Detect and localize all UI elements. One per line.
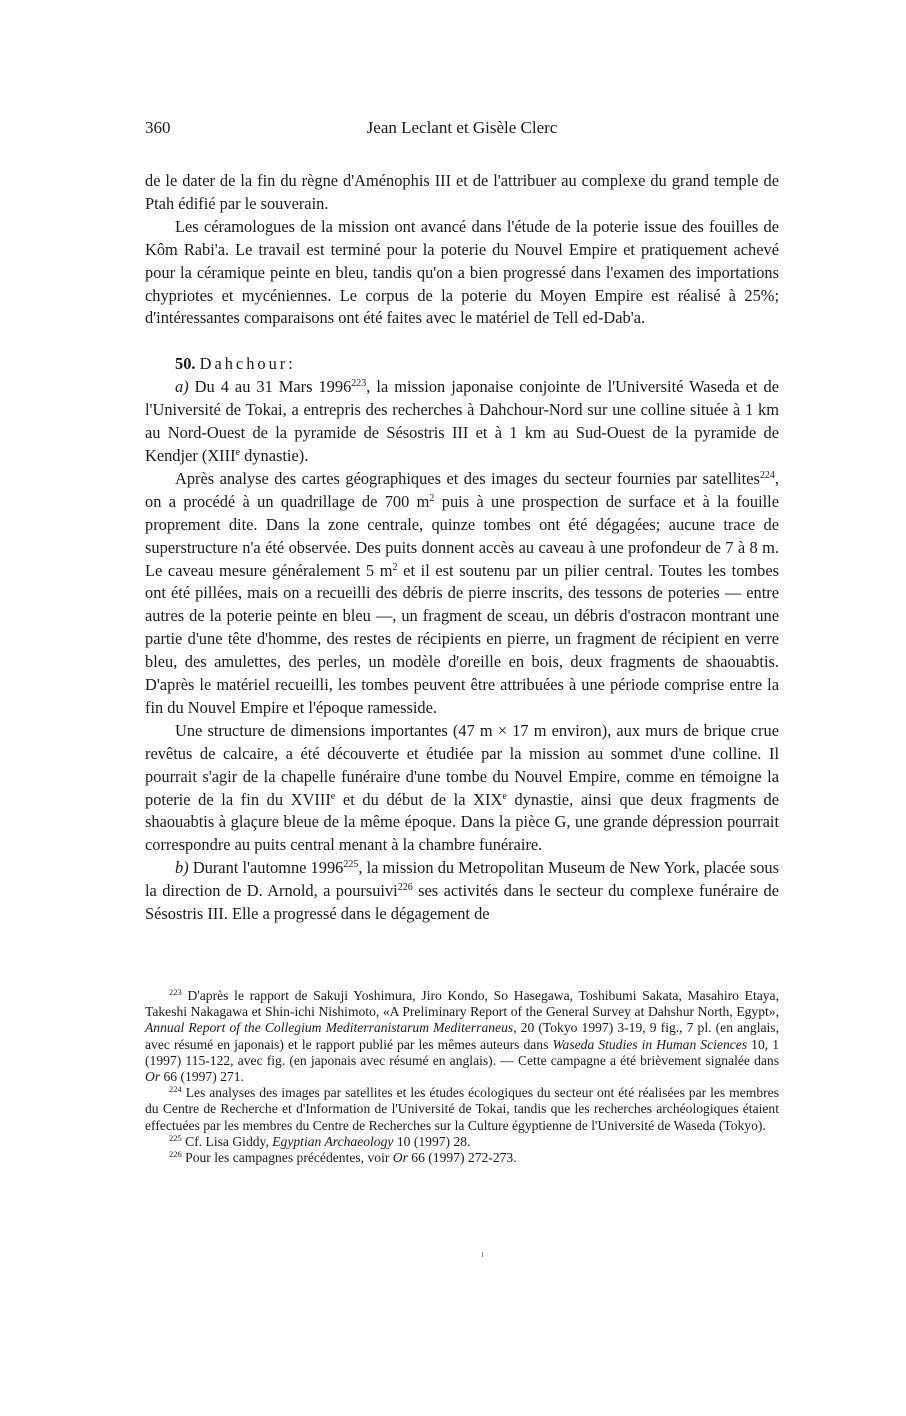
item-label: a) — [175, 377, 189, 397]
footnote-ref[interactable]: 226 — [397, 882, 413, 894]
section-number: 50. — [175, 354, 196, 374]
paragraph: Les céramologues de la mission ont avancé dans l'étude de la poterie issue des fouilles de Kôm Rabi'a. Le travail est terminé pour la poterie du Nouvel Empire et pratiquement achevé pour la céramique peinte en bleu, tandis qu'on a bien progressé dans l'examen des importations chypriotes et mycéniennes. Le corpus de la poterie du Moyen Empire est réalisé à 25%; d'intéressantes comparaisons ont été faites avec le matériel de Tell ed-Dab'a. — [145, 216, 779, 328]
paragraph: Après analyse des cartes géographiques et des images du secteur fournies par satellites$^{224}$, on a procédé à un quadrillage de 700 $m^2$ puis à une prospection de surface et à la fouille proprement dite. Dans la zone centrale, quinze tombes ont été dégagées; aucune trace de superstructure n'a été observée. Des puits donnent accès au caveau à une profondeur de 7 à 8 m. Le caveau mesure généralement 5 $m^2$ et il est soutenu par un pilier central. Toutes les tombes ont été pillées, mais on a recueilli des débris de pierre inscrits, des tessons de poteries — entre autres de la poterie peinte en bleu —, un fragment de sceau, un débris d'ostracon montrant une partie d'une tête d'homme, des restes de récipients en pierre, un fragment de récipient en verre bleu, des amulettes, des perles, un modèle d'oreille en bois, deux fragments de shaouabtis. D'après le matériel recueilli, les tombes peuvent être attribuées à une période comprise entre la fin du Nouvel Empire et l'époque ramesside. — [145, 468, 780, 717]
footnote-223: $^{223}$ D'après le rapport de Sakuji Yoshimura, Jiro Kondo, So Hasegawa, Toshibumi Sakata, Masahiro Etaya, Takeshi Nakagawa et Shin-ichi Nishimoto, «A Preliminary Report of the General Survey at Dahshur North, Egypt», Annual Report of the Collegium Mediterranistarum Mediterraneus, 20 (Tokyo 1997) 3-19, 9 fig., 7 pl. (en anglais, avec résumé en japonais) et le rapport publié par les mêmes auteurs dans Waseda Studies in Human Sciences 10, 1 (1997) 115-122, avec fig. (en japonais avec résumé en anglais). — Cette campagne a été brièvement signalée dans Or 66 (1997) 271. — [145, 987, 779, 1085]
section-title: Dahchour: — [199, 354, 296, 374]
paragraph: Une structure de dimensions importantes (47 m × 17 m environ), aux murs de brique crue revêtus de calcaire, a été découverte et étudiée par la mission au sommet d'une colline. Il pourrait s'agir de la chapelle funéraire d'une tombe du Nouvel Empire, comme en témoigne la poterie de la fin du XVIIIe et du début de la XIXe dynastie, ainsi que deux fragments de shaouabtis à glaçure bleue de la même époque. Dans la pièce G, une grande dépression pourrait correspondre au puits central menant à la chambre funéraire. — [145, 720, 779, 855]
print-mark — [482, 1252, 483, 1257]
page-number: 360 — [145, 118, 171, 137]
main-text — [145, 170, 779, 926]
footnotes — [145, 988, 779, 1166]
footnote-ref[interactable]: 225 — [343, 859, 359, 871]
section-heading — [145, 353, 779, 376]
paragraph: de le dater de la fin du règne d'Aménophis III et de l'attribuer au complexe du grand temple de Ptah édifié par le souverain. — [145, 171, 779, 213]
footnote-ref[interactable]: 224 — [759, 469, 775, 481]
footnote-224: $^{224}$ Les analyses des images par satellites et les études écologiques du secteur ont été réalisées par les membres du Centre de Recherche et d'Information de l'Université de Tokai, tandis que les recherches archéologiques étaient effectuées par les membres du Centre de Recherches sur la Culture égyptienne de l'Université de Waseda (Tokyo). — [145, 1084, 779, 1133]
running-title: Jean Leclant et Gisèle Clerc — [366, 118, 558, 137]
item-label: b) — [175, 858, 189, 878]
footnote-ref[interactable]: 223 — [351, 378, 367, 390]
footnote-226: $^{226}$ Pour les campagnes précédentes, voir Or 66 (1997) 272-273. — [169, 1149, 517, 1166]
running-header — [145, 118, 779, 140]
paragraph: b) Durant l'automne 1996$^{225}$, la mission du Metropolitan Museum de New York, placée sous la direction de D. Arnold, a poursuivi$^{226}$ ses activités dans le secteur du complexe funéraire de Sésostris III. Elle a progressé dans le dégagement de — [145, 858, 779, 924]
paragraph: a) Du 4 au 31 Mars 1996$^{223}$, la mission japonaise conjointe de l'Université Waseda et de l'Université de Tokai, a entrepris des recherches à Dahchour-Nord sur une colline située à 1 km au Nord-Ouest de la pyramide de Sésostris III et à 1 km au Sud-Ouest de la pyramide de Kendjer (XIIIe dynastie). — [145, 377, 779, 465]
footnote-225: $^{225}$ Cf. Lisa Giddy, Egyptian Archaeology 10 (1997) 28. — [169, 1132, 471, 1149]
